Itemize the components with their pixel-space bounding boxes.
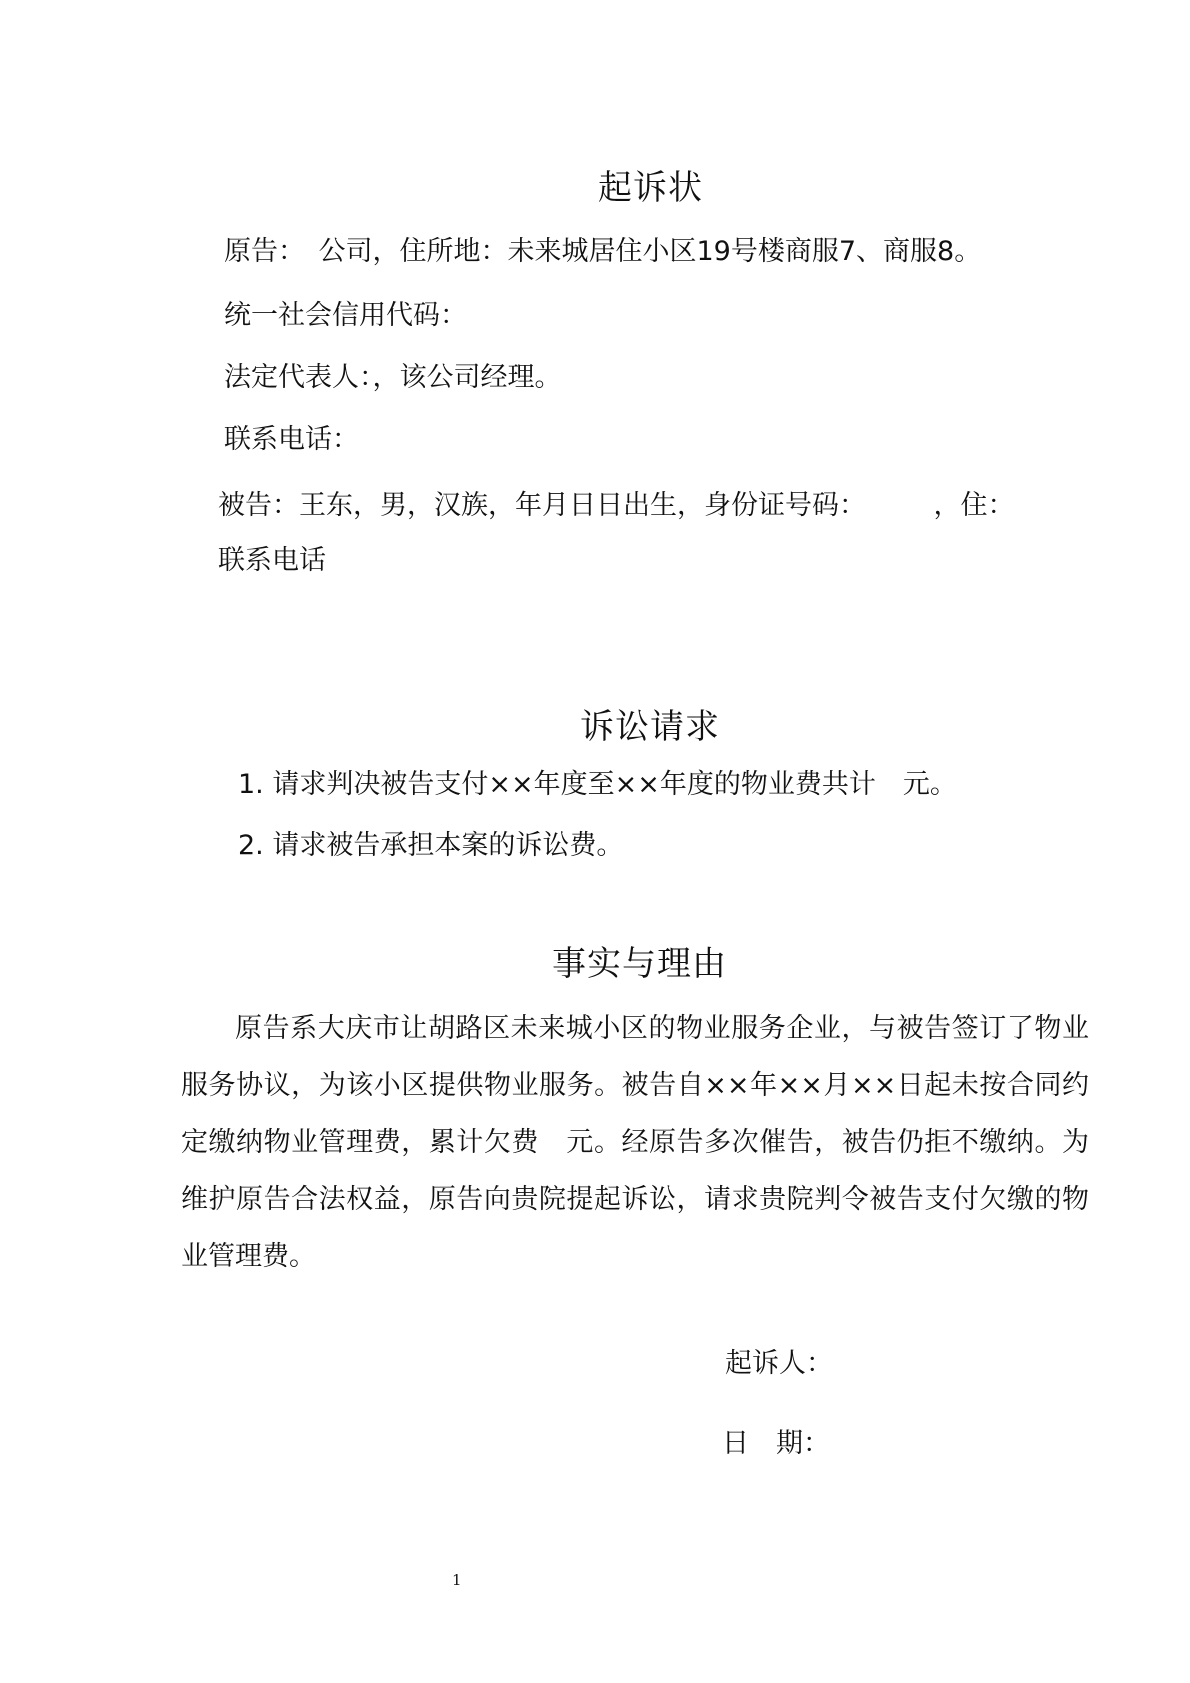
credit-code-line: 统一社会信用代码：: [224, 300, 467, 331]
signature-date-label: 日 期：: [722, 1428, 830, 1459]
plaintiff-phone-line: 联系电话：: [224, 424, 359, 455]
facts-paragraph: 原告系大庆市让胡路区未来城小区的物业服务企业，与被告签订了物业服务协议，为该小区提供物业服务。被告自××年××月××日起未按合同约定缴纳物业管理费，累计欠费 元。经原告多次催告，被告仍拒不缴纳。为维护原告合法权益，原告向贵院提起诉讼，请求贵院判令被告支付欠缴的物业管理费。: [181, 1013, 1089, 1272]
signature-plaintiff-label: 起诉人：: [725, 1348, 833, 1379]
document-title: 起诉状: [598, 168, 703, 208]
plaintiff-line: 原告： 公司，住所地：未来城居住小区19号楼商服7、商服8。: [224, 236, 982, 267]
legal-representative-line: 法定代表人：，该公司经理。: [224, 362, 562, 393]
defendant-line: 被告：王东，男，汉族，年月日日出生，身份证号码： ，住：: [218, 490, 1015, 521]
page-number: 1: [452, 1571, 462, 1589]
claim-item: 1. 请求判决被告支付××年度至××年度的物业费共计 元。: [238, 769, 957, 800]
claim-item: 2. 请求被告承担本案的诉讼费。: [238, 830, 624, 861]
facts-heading: 事实与理由: [552, 944, 727, 984]
claims-heading: 诉讼请求: [580, 707, 720, 747]
defendant-phone-line: 联系电话: [218, 545, 326, 576]
